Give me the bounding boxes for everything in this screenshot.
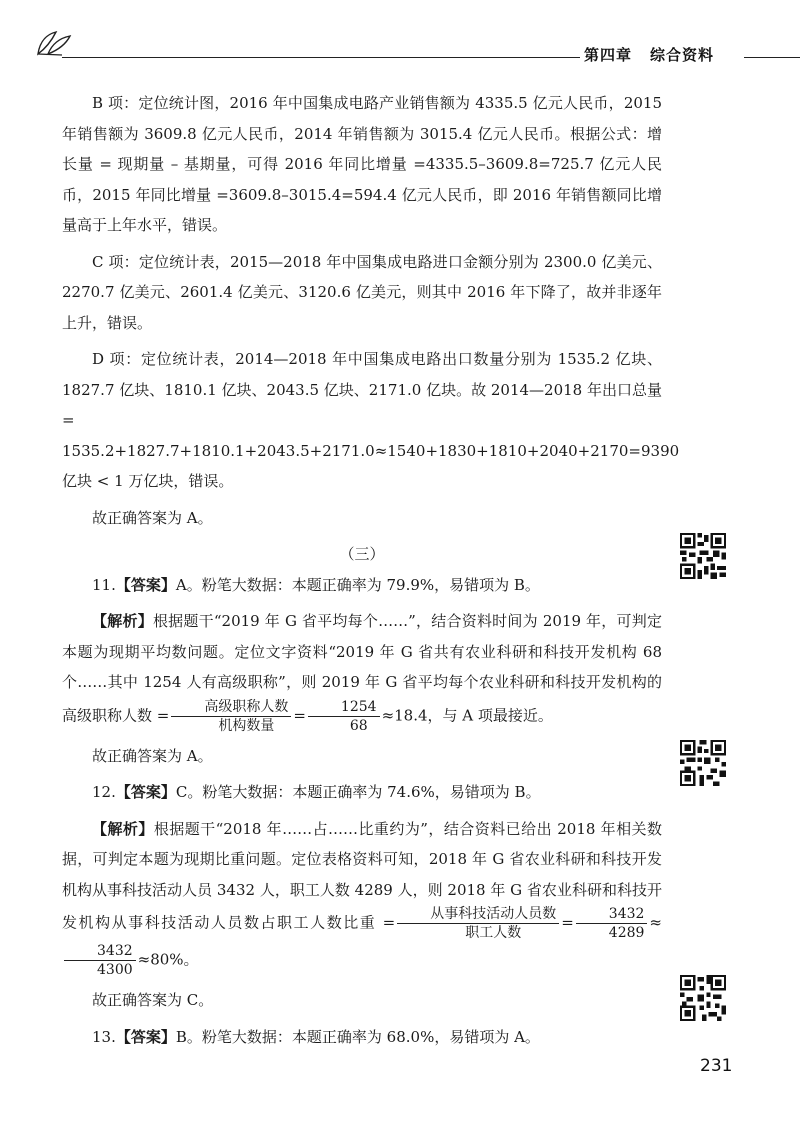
q11-analysis-tag: 【解析】: [92, 612, 153, 630]
q12-answer: [62, 777, 662, 808]
q12-fraction-2-denominator: 4289: [608, 925, 645, 941]
q12-answer-tag: 【答案】: [115, 783, 176, 801]
q11-answer: [62, 570, 662, 601]
q12-fraction-3-numerator: 3432: [64, 942, 136, 961]
q13-number: 13.: [92, 1027, 116, 1046]
paragraph-d-item: D 项：定位统计表，2014—2018 年中国集成电路出口数量分别为 1535.2 亿块、1827.7 亿块、1810.1 亿块、2043.5 亿块、2171.0 亿块。故 2014—2018 年出口总量 = 1535.2+1827.7+1810.1+2043.5+2171.0≈1540+1830+1810+2040+2170=9390 亿块 < 1 万亿块，错误。: [62, 350, 680, 490]
header-rule-left: [62, 57, 580, 58]
q11-analysis-end: ≈18.4，与 A 项最接近。: [381, 706, 553, 724]
q12-answer-text: C。粉笔大数据：本题正确率为 74.6%，易错项为 B。: [175, 783, 541, 801]
section-label: 综合资料: [650, 46, 715, 64]
conclusion-3: 故正确答案为 C。: [92, 991, 214, 1009]
q11-analysis: [62, 606, 662, 735]
q12-equals: =: [561, 913, 574, 932]
q11-number: 11.: [92, 575, 116, 594]
q12-analysis: [62, 814, 662, 980]
q12-number: 12.: [92, 783, 116, 801]
page-number: 231: [700, 1056, 733, 1076]
page-header: [0, 0, 800, 80]
page-body: [62, 88, 680, 1052]
header-rule-right: [744, 57, 800, 58]
q11-fraction-2-numerator: 1254: [308, 698, 380, 717]
q12-fraction-2: [576, 905, 648, 942]
q12-fraction-1-denominator: 职工人数: [465, 925, 522, 941]
q12-qr-code-icon[interactable]: [680, 740, 726, 786]
conclusion-2: 故正确答案为 A。: [92, 746, 213, 765]
q12-fraction-3-denominator: 4300: [97, 962, 133, 978]
q11-answer-text: A。粉笔大数据：本题正确率为 79.9%，易错项为 B。: [175, 575, 540, 594]
q13-answer-text: B。粉笔大数据：本题正确率为 68.0%，易错项为 A。: [175, 1027, 540, 1046]
q12-analysis-text: 根据题干“2018 年……占……比重约为”，结合资料已给出 2018 年相关数据，可判定本题为现期比重问题。定位表格资料可知，2018 年 G 省农业科研和科技开发机构从事科技活动人员 3432 人，职工人数 4289 人，则 2018 年 G 省农业科研和科技开发机构从事科技活动人员数占职工人数比重 =: [62, 819, 662, 932]
q11-answer-tag: 【答案】: [115, 575, 176, 594]
q12-fraction-1-numerator: 从事科技活动人员数: [397, 905, 559, 924]
q11-fraction-1-numerator: 高级职称人数: [171, 698, 291, 717]
chapter-label: 第四章: [584, 46, 633, 64]
q11-analysis-text: 根据题干“2019 年 G 省平均每个……”，结合资料时间为 2019 年，可判定本题为现期平均数问题。定位文字资料“2019 年 G 省共有农业科研和科技开发机构 68 个……其中 1254 人有高级职称”，则 2019 年 G 省平均每个农业科研和科技开发机构的高级职称人数 =: [62, 612, 662, 724]
q11-fraction-2: [308, 698, 380, 735]
chapter-heading: [584, 44, 714, 65]
q13-qr-code-icon[interactable]: [680, 975, 726, 1021]
q12-fraction-3: [64, 942, 136, 979]
q12-analysis-end: ≈80%。: [137, 950, 199, 969]
q11-equals: =: [293, 706, 306, 724]
q11-fraction-1-denominator: 机构数量: [218, 717, 275, 734]
q13-answer-tag: 【答案】: [115, 1027, 176, 1046]
q13-answer: [62, 1022, 662, 1053]
q12-analysis-tag: 【解析】: [92, 819, 154, 838]
conclusion-1: 故正确答案为 A。: [92, 508, 213, 527]
q11-qr-code-icon[interactable]: [680, 533, 726, 579]
paragraph-c-item: C 项：定位统计表，2015—2018 年中国集成电路进口金额分别为 2300.0 亿美元、2270.7 亿美元、2601.4 亿美元、3120.6 亿美元，则其中 2016 年下降了，故并非逐年上升，错误。: [62, 252, 662, 332]
leaf-logo-icon: [34, 28, 74, 56]
q11-fraction-1: [171, 698, 291, 735]
q11-fraction-2-denominator: 68: [349, 717, 368, 734]
paragraph-b-item: B 项：定位统计图，2016 年中国集成电路产业销售额为 4335.5 亿元人民币，2015 年销售额为 3609.8 亿元人民币，2014 年销售额为 3015.4 亿元人民币。根据公式：增长量 = 现期量 – 基期量，可得 2016 年同比增量 =4335.5–3609.8=725.7 亿元人民币，2015 年同比增量 =3609.8–3015.4=594.4 亿元人民币，即 2016 年销售额同比增量高于上年水平，错误。: [62, 94, 662, 234]
q12-fraction-1: [397, 905, 559, 942]
q12-approx: ≈: [649, 913, 662, 932]
q12-fraction-2-numerator: 3432: [576, 905, 648, 924]
section-title: （三）: [339, 545, 385, 563]
